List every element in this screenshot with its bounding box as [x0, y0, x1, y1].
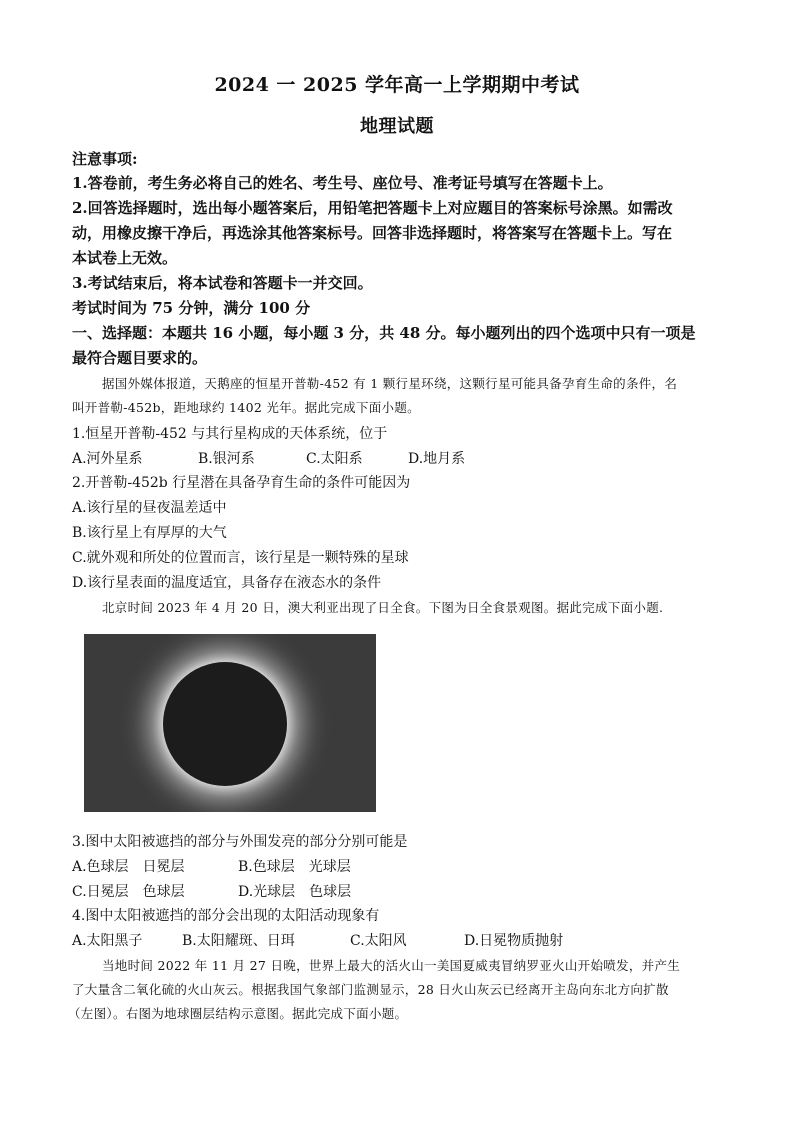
passage-kepler: 据国外媒体报道，天鹅座的恒星开普勒-452 有 1 颗行星环绕，这颗行星可能具备孕育生命的条件，名	[102, 376, 678, 391]
passage-kepler-cont: 叫开普勒-452b，距地球约 1402 光年。据此完成下面小题。	[72, 400, 420, 415]
section-heading-cont: 最符合题目要求的。	[72, 349, 208, 367]
passage-volcano-end: （左图）。右图为地球圈层结构示意图。据此完成下面小题。	[68, 1006, 408, 1021]
q3-option-b: B.色球层 光球层	[238, 859, 351, 875]
q4-option-d: D.日冕物质抛射	[464, 933, 564, 949]
exam-title: 2024 一 2025 学年高一上学期期中考试	[214, 74, 580, 96]
notice-item: 2.回答选择题时，选出每小题答案后，用铅笔把答题卡上对应题目的答案标号涂黑。如需改	[72, 199, 673, 217]
passage-volcano-cont: 了大量含二氧化硫的火山灰云。根据我国气象部门监测显示，28 日火山灰云已经离开主岛向东北方向扩散	[72, 982, 669, 997]
question-4-stem: 4.图中太阳被遮挡的部分会出现的太阳活动现象有	[72, 908, 380, 924]
exam-time: 考试时间为 75 分钟，满分 100 分	[72, 299, 311, 317]
q4-option-c: C.太阳风	[350, 933, 407, 949]
q2-option-a: A.该行星的昼夜温差适中	[72, 500, 227, 516]
q2-option-b: B.该行星上有厚厚的大气	[72, 525, 227, 541]
q4-option-b: B.太阳耀斑、日珥	[182, 933, 295, 949]
q2-option-d: D.该行星表面的温度适宜，具备存在液态水的条件	[72, 575, 382, 591]
section-heading: 一、选择题：本题共 16 小题，每小题 3 分，共 48 分。每小题列出的四个选项中只有一项是	[72, 324, 696, 342]
question-3-stem: 3.图中太阳被遮挡的部分与外围发亮的部分分别可能是	[72, 834, 408, 850]
q2-option-c: C.就外观和所处的位置而言，该行星是一颗特殊的星球	[72, 550, 409, 566]
question-1-stem: 1.恒星开普勒-452 与其行星构成的天体系统，位于	[72, 426, 388, 442]
notice-item: 3.考试结束后，将本试卷和答题卡一并交回。	[72, 274, 373, 292]
q4-option-a: A.太阳黑子	[72, 933, 143, 949]
q1-option-d: D.地月系	[408, 451, 466, 467]
solar-eclipse-photo	[84, 634, 376, 812]
notice-item: 本试卷上无效。	[72, 249, 178, 267]
q3-option-d: D.光球层 色球层	[238, 884, 352, 900]
q1-option-b: B.银河系	[198, 451, 255, 467]
q1-option-c: C.太阳系	[306, 451, 363, 467]
passage-volcano: 当地时间 2022 年 11 月 27 日晚，世界上最大的活火山一美国夏威夷冒纳罗亚火山开始喷发，并产生	[102, 958, 681, 973]
notice-heading: 注意事项:	[72, 150, 138, 168]
q3-option-c: C.日冕层 色球层	[72, 884, 185, 900]
notice-item: 1.答卷前，考生务必将自己的姓名、考生号、座位号、准考证号填写在答题卡上。	[72, 174, 613, 192]
q1-option-a: A.河外星系	[72, 451, 143, 467]
passage-eclipse: 北京时间 2023 年 4 月 20 日，澳大利亚出现了日全食。下图为日全食景观图。据此完成下面小题.	[102, 600, 664, 615]
q3-option-a: A.色球层 日冕层	[72, 859, 185, 875]
question-2-stem: 2.开普勒-452b 行星潜在具备孕育生命的条件可能因为	[72, 475, 411, 491]
subject-title: 地理试题	[360, 116, 434, 137]
notice-item: 动，用橡皮擦干净后，再选涂其他答案标号。回答非选择题时，将答案写在答题卡上。写在	[72, 224, 673, 242]
